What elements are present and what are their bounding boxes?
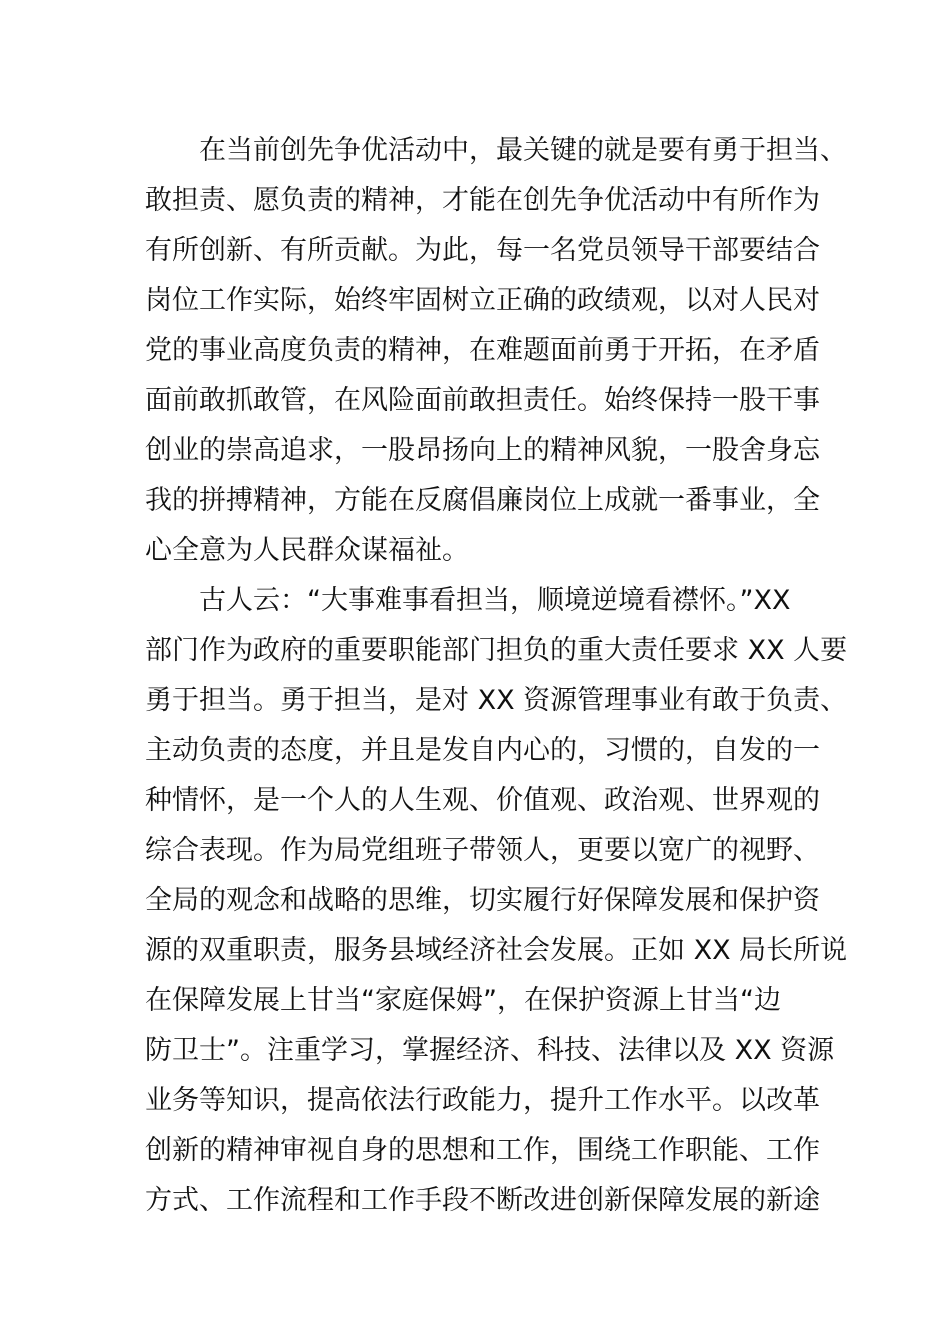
paragraph-line: 全局的观念和战略的思维，切实履行好保障发展和保护资 (145, 885, 820, 916)
paragraph-line: 在当前创先争优活动中，最关键的就是要有勇于担当、 (199, 135, 847, 166)
paragraph-1 (145, 126, 847, 576)
paragraph-line: 岗位工作实际，始终牢固树立正确的政绩观，以对人民对 (145, 285, 820, 316)
paragraph-line: 党的事业高度负责的精神，在难题面前勇于开拓，在矛盾 (145, 335, 820, 366)
paragraph-line: 敢担责、愿负责的精神，才能在创先争优活动中有所作为 (145, 185, 820, 216)
paragraph-line: 综合表现。作为局党组班子带领人，更要以宽广的视野、 (145, 835, 820, 866)
paragraph-line: 主动负责的态度，并且是发自内心的，习惯的，自发的一 (145, 735, 820, 766)
paragraph-line: 防卫士”。注重学习，掌握经济、科技、法律以及 XX 资源 (145, 1035, 835, 1066)
paragraph-line: 有所创新、有所贡献。为此，每一名党员领导干部要结合 (145, 235, 820, 266)
paragraph-line: 创业的崇高追求，一股昂扬向上的精神风貌，一股舍身忘 (145, 435, 820, 466)
paragraph-line: 心全意为人民群众谋福祉。 (145, 535, 469, 566)
document-body (145, 126, 848, 1226)
paragraph-line: 我的拼搏精神，方能在反腐倡廉岗位上成就一番事业，全 (145, 485, 820, 516)
paragraph-line: 古人云：“大事难事看担当，顺境逆境看襟怀。”XX (199, 585, 791, 616)
paragraph-line: 面前敢抓敢管，在风险面前敢担责任。始终保持一股干事 (145, 385, 820, 416)
paragraph-line: 在保障发展上甘当“家庭保姆”，在保护资源上甘当“边 (145, 985, 781, 1016)
paragraph-line: 方式、工作流程和工作手段不断改进创新保障发展的新途 (145, 1185, 820, 1216)
paragraph-line: 种情怀，是一个人的人生观、价值观、政治观、世界观的 (145, 785, 820, 816)
paragraph-line: 创新的精神审视自身的思想和工作，围绕工作职能、工作 (145, 1135, 820, 1166)
paragraph-line: 业务等知识，提高依法行政能力，提升工作水平。以改革 (145, 1085, 820, 1116)
paragraph-line: 源的双重职责，服务县域经济社会发展。正如 XX 局长所说 (145, 935, 848, 966)
paragraph-line: 部门作为政府的重要职能部门担负的重大责任要求 XX 人要 (145, 635, 848, 666)
paragraph-2 (145, 576, 848, 1226)
paragraph-line: 勇于担当。勇于担当，是对 XX 资源管理事业有敢于负责、 (145, 685, 848, 716)
